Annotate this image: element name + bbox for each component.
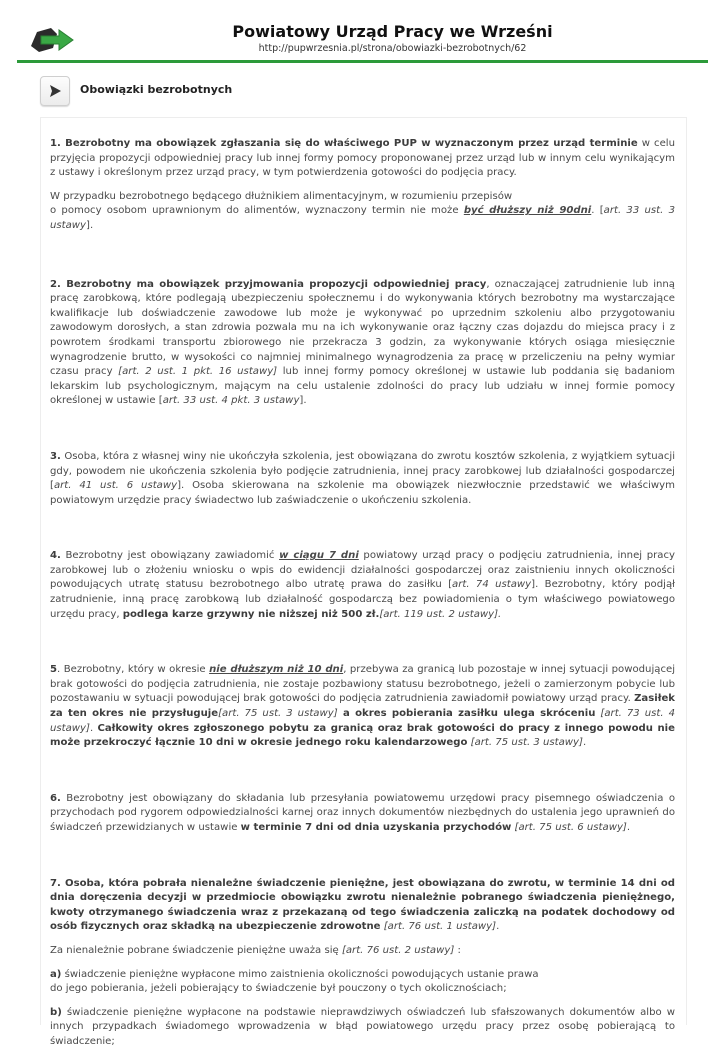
paragraph-1 — [50, 137, 675, 181]
p5-ref1: [art. 75 ust. 3 ustawy] — [218, 708, 338, 720]
paragraph-7 — [50, 877, 675, 935]
p6-end: . — [626, 822, 631, 833]
site-url[interactable]: http://pupwrzesnia.pl/strona/obowiazki-bezrobotnych/62 — [258, 43, 527, 54]
p5-num: 5 — [50, 664, 58, 676]
paragraph-4 — [50, 549, 675, 622]
site-header — [0, 0, 725, 64]
p2-ref2: art. 33 ust. 4 pkt. 3 ustawy — [162, 395, 300, 407]
p1b-mid: . [ — [591, 205, 604, 217]
paragraph-5 — [50, 663, 675, 751]
p7b-text: Za nienależnie pobrane świadczenie pieniężne uważa się — [50, 944, 342, 956]
p1b-line1: W przypadku bezrobotnego będącego dłużnikiem alimentacyjnym, w rozumieniu przepisów — [50, 190, 513, 202]
p7b-end: : — [454, 944, 461, 956]
p1b-line2: o pomocy osobom uprawnionym do alimentów, wyznaczony termin nie może — [50, 205, 464, 217]
p3-text: Osoba, która z własnej winy nie ukończyła szkolenia, jest obowiązana do zwrotu kosztów szkolenia, z wyjątkiem sytuacji gdy, powodem nie ukończenia szkolenia było podjęcie zatrudnienia, innej pracy zarobkowej lub działalności gospodarczej [ — [50, 450, 675, 492]
p1b-ref: art. 33 ust. 3 ustawy — [50, 205, 675, 231]
p5-emphasis: nie dłuższym niż 10 dni — [209, 664, 344, 676]
p2-text: , oznaczającej zatrudnienie lub inną pracę zarobkową, które podlegają ubezpieczeniu społecznemu i do wykonywania których bezrobotny ma wystarczające kwalifikacje lub doświadczenie zawodowe lub może je wykonywać po uprzednim szkoleniu albo przygotowaniu zawodowym dorosłych, a stan zdrowia pozwala mu na ich wykonywanie oraz łączny czas dojazdu do miejsca pracy i z powrotem środkami transportu zbiorowego nie przekracza 3 godzin, za wykonywanie których osiąga miesięcznie wynagrodzenie brutto, w wysokości co najmniej minimalnego wynagrodzenia za pracę w przeliczeniu na pełny wymiar czasu pracy — [50, 278, 675, 378]
pb-text: świadczenie pieniężne wypłacone na podstawie nieprawdziwych oświadczeń lub sfałszowanych dokumentów albo w innych przypadkach świadomego wprowadzenia w błąd powiatowego urzędu pracy przez osobę pobierającą to świadczenie; — [50, 1006, 675, 1047]
p5-ref3: [art. 75 ust. 3 ustawy] — [467, 737, 583, 749]
p2-text2: lub innej formy pomocy określonej w ustawie lub poddania się badaniom lekarskim lub psychologicznym, mającym na celu ustalenie zdolności do pracy lub udziału w innej formie pomocy określonej w ustawie [ — [50, 366, 675, 407]
pb-label: b) — [50, 1006, 62, 1018]
p4-emphasis: w ciągu 7 dni — [279, 550, 359, 562]
paragraph-7b — [50, 944, 675, 959]
p5-bold1: Zasiłek za ten okres nie przysługuje — [50, 693, 675, 720]
p3-text2: ]. Osoba skierowana na szkolenie ma obowiązek niezwłocznie przedstawić we właściwym powiatowym urzędzie pracy świadectwo lub zaświadczenie o ukończeniu szkolenia. — [50, 480, 675, 506]
paragraph-1b — [50, 190, 675, 234]
p6-bold: w terminie 7 dni od dnia uzyskania przychodów — [240, 822, 512, 833]
header-divider — [17, 60, 708, 63]
p5-end: . — [582, 737, 587, 749]
p5-ref2: [art. 73 ust. 4 ustawy] — [50, 708, 675, 734]
paragraph-2 — [50, 278, 675, 409]
paragraph-b — [50, 1006, 675, 1050]
p7b-ref: [art. 76 ust. 2 ustawy] — [341, 944, 455, 956]
paragraph-3 — [50, 450, 675, 508]
pa-label: a) — [50, 968, 62, 980]
p2-bold: 2. Bezrobotny ma obowiązek przyjmowania propozycji odpowiedniej pracy — [50, 278, 487, 290]
page-title: Obowiązki bezrobotnych — [80, 83, 233, 96]
pa-line2: do jego pobierania, jeżeli pobierający to świadczenie był pouczony o tych okolicznościach; — [50, 983, 507, 995]
p5-text: . Bezrobotny, który w okresie — [57, 664, 210, 676]
arrow-button[interactable] — [40, 76, 70, 106]
p7-ref: [art. 76 ust. 1 ustawy] — [380, 921, 497, 933]
p7-end: . — [496, 921, 500, 933]
p6-text: Bezrobotny jest obowiązany do składania lub przesyłania powiatowemu urzędowi pracy pisemnego oświadczenia o przychodach pod rygorem odpowiedzialności karnej oraz innych dokumentów niezbędnych do ustalenia jego uprawnień do świadczeń przewidzianych w ustawie — [50, 792, 675, 833]
p6-num: 6. — [50, 792, 61, 804]
site-title: Powiatowy Urząd Pracy we Wrześni — [232, 22, 553, 41]
p3-num: 3. — [50, 450, 61, 462]
p1b-emphasis: być dłuższy niż 90dni — [463, 205, 592, 217]
pa-line1: świadczenie pieniężne wypłacone mimo zaistnienia okoliczności powodujących ustanie prawa — [61, 968, 539, 980]
p4-num: 4. — [50, 550, 61, 562]
p3-ref: art. 41 ust. 6 ustawy — [53, 480, 178, 492]
p5-bold3: Całkowity okres zgłoszonego pobytu za granicą oraz brak gotowości do pracy z innego powodu nie może przekroczyć łącznie 10 dni w okresie jednego roku kalendarzowego — [50, 722, 675, 749]
p2-ref1: [art. 2 ust. 1 pkt. 16 ustawy] — [118, 366, 278, 378]
p4-text3: ]. Bezrobotny, który podjął zatrudnienie, inną pracę zarobkową lub działalność gospodarczą bez powiadomienia o tym właściwego powiatowego urzędu pracy, — [50, 579, 675, 620]
p4-bold: podlega karze grzywny nie niższej niż 500 zł. — [122, 608, 380, 620]
p4-text: Bezrobotny jest obowiązany zawiadomić — [60, 550, 280, 562]
p5-text2: , przebywa za granicą lub pozostaje w innej sytuacji powodującej brak gotowości do podjęcia zatrudnienia, nie zostaje pozbawiony statusu bezrobotnego, jeżeli o zamierzonym pobycie lub pozostawaniu w sytuacji powodującej brak gotowości do podjęcia zatrudnienia zawiadomił powiatowy urząd pracy. — [50, 664, 676, 705]
play-arrow-icon — [48, 84, 62, 98]
p1-bold: 1. Bezrobotny ma obowiązek zgłaszania się do właściwego PUP w wyznaczonym przez urząd terminie — [50, 138, 638, 149]
p4-text2: powiatowy urząd pracy o podjęciu zatrudnienia, innej pracy zarobkowej lub o złożeniu wniosku o wpis do ewidencji działalności gospodarczej oraz zaistnieniu innych okoliczności powodujących utratę statusu bezrobotnego albo utratę prawa do zasiłku [ — [50, 550, 675, 591]
p4-ref: art. 74 ustawy — [452, 579, 532, 591]
p4-ref2: [art. 119 ust. 2 ustawy]. — [379, 608, 502, 620]
p1b-end: ]. — [86, 219, 94, 231]
article-content — [50, 137, 675, 1050]
p5-text3: . — [89, 722, 98, 734]
paragraph-a — [50, 968, 675, 997]
p6-ref: [art. 75 ust. 6 ustawy] — [511, 822, 627, 833]
p7-bold: 7. Osoba, która pobrała nienależne świadczenie pieniężne, jest obowiązana do zwrotu, w terminie 14 dni od dnia doręczenia decyzji w przedmiocie obowiązku zwrotu nienależnie pobranego świadczenia pieniężnego, kwoty otrzymanego świadczenia wraz z przekazaną od tego świadczenia zaliczką na podatek dochodowy od osób fizycznych oraz składką na ubezpieczenie zdrowotne — [50, 877, 675, 933]
paragraph-6 — [50, 792, 675, 836]
p5-bold2: a okres pobierania zasiłku ulega skróceniu — [337, 708, 596, 720]
p1-text: w celu przyjęcia propozycji odpowiedniej pracy lub innej formy pomocy proponowanej przez urząd lub w innym celu wynikającym z ustawy i określonym przez urząd pracy, w tym potwierdzenia gotowości do podjęcia pracy. — [50, 138, 675, 179]
p2-end: ]. — [299, 395, 307, 407]
